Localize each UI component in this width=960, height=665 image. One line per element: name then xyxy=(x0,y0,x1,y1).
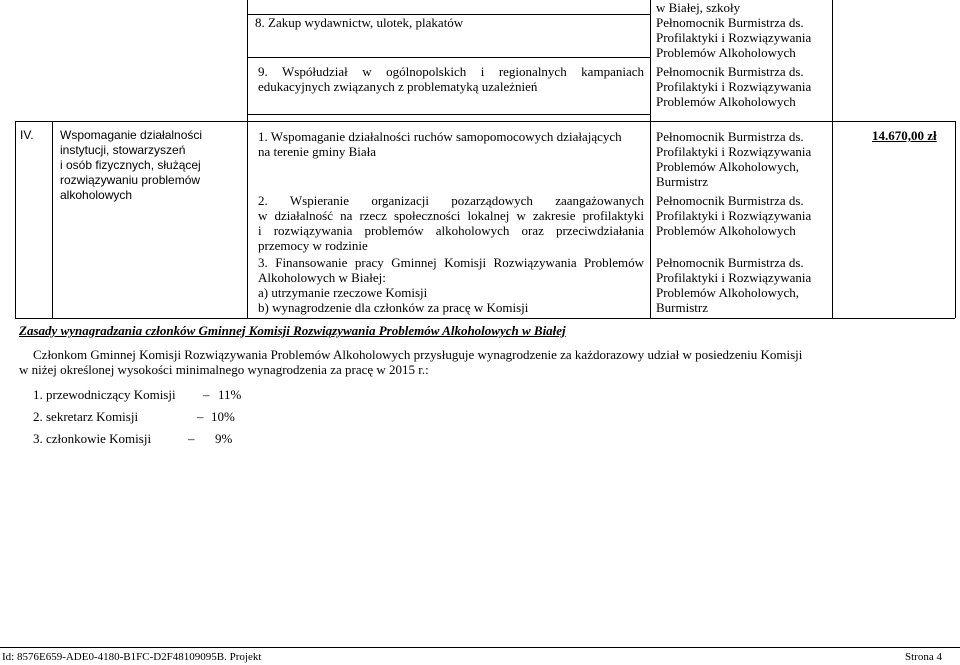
task-text: 1. Wspomaganie działalności ruchów samopomocowych działających xyxy=(258,129,622,144)
responsible-line: Problemów Alkoholowych, xyxy=(656,159,799,174)
section-title-line: i osób fizycznych, służącej xyxy=(60,158,201,172)
rules-heading: Zasady wynagradzania członków Gminnej Komisji Rozwiązywania Problemów Alkoholowych w Białej xyxy=(19,323,566,338)
responsible-line: Burmistrz xyxy=(656,300,708,315)
task-2 xyxy=(258,193,644,253)
responsible-line: Pełnomocnik Burmistrza ds. xyxy=(656,255,804,270)
responsible-line: Problemów Alkoholowych xyxy=(656,223,796,238)
rules-item-dash: – xyxy=(203,387,210,402)
section-number: IV. xyxy=(20,128,34,142)
responsible-task-1 xyxy=(656,129,811,189)
responsible-line: Pełnomocnik Burmistrza ds. xyxy=(656,15,804,30)
task-text: na terenie gminy Biała xyxy=(258,144,377,159)
table-border-right xyxy=(955,121,956,318)
task-text: Alkoholowych w Białej: xyxy=(258,270,386,285)
task-text: edukacyjnych związanych z problematyką uzależnień xyxy=(258,79,538,94)
table-border-bottom xyxy=(15,318,955,319)
responsible-line: Burmistrz xyxy=(656,174,708,189)
responsible-line: Pełnomocnik Burmistrza ds. xyxy=(656,129,804,144)
table-divider-col4 xyxy=(832,0,833,318)
responsible-line: Problemów Alkoholowych xyxy=(656,94,796,109)
rules-paragraph-line: Członkom Gminnej Komisji Rozwiązywania Problemów Alkoholowych przysługuje wynagrodzenie za każdorazowy udział w posiedzeniu Komisji xyxy=(33,347,803,362)
responsible-line: Problemów Alkoholowych, xyxy=(656,285,799,300)
task-row-9 xyxy=(258,64,644,94)
table-divider-col3 xyxy=(650,0,651,318)
footer-id: Id: 8576E659-ADE0-4180-B1FC-D2F48109095B. Projekt xyxy=(2,651,262,663)
responsible-line: Problemów Alkoholowych xyxy=(656,45,796,60)
rules-item xyxy=(33,409,253,424)
section-divider xyxy=(15,121,955,122)
task-text: przemocy w rodzinie xyxy=(258,238,368,253)
task-text: 3. Finansowanie pracy Gminnej Komisji Rozwiązywania Problemów xyxy=(258,255,644,270)
rules-item-value: 9% xyxy=(215,431,233,446)
table-divider-col1 xyxy=(52,121,53,318)
section-title-line: Wspomaganie działalności xyxy=(60,128,203,142)
rules-item-value: 10% xyxy=(211,409,235,424)
responsible-continuation xyxy=(656,0,740,15)
responsible-line: w Białej, szkoły xyxy=(656,0,741,15)
rules-item-label: 1. przewodniczący Komisji xyxy=(33,387,176,402)
table-divider-col2 xyxy=(247,0,248,318)
responsible-line: Pełnomocnik Burmistrza ds. xyxy=(656,64,804,79)
row-divider xyxy=(247,57,650,58)
section-title-line: rozwiązywaniu problemów xyxy=(60,173,201,187)
footer-rule xyxy=(0,647,960,648)
task-text: 8. Zakup wydawnictw, ulotek, plakatów xyxy=(255,15,464,30)
section-title-line: instytucji, stowarzyszeń xyxy=(60,143,186,157)
responsible-task-3 xyxy=(656,255,811,315)
responsible-line: Pełnomocnik Burmistrza ds. xyxy=(656,193,804,208)
rules-item-label: 3. członkowie Komisji xyxy=(33,431,152,446)
task-1 xyxy=(258,129,622,159)
rules-item xyxy=(33,387,253,402)
responsible-line: Profilaktyki i Rozwiązywania xyxy=(656,144,812,159)
responsible-row-9 xyxy=(656,64,811,109)
task-text: a) utrzymanie rzeczowe Komisji xyxy=(258,285,428,300)
task-text: 2. Wspieranie organizacji pozarządowych zaangażowanych xyxy=(258,193,644,208)
section-title-line: alkoholowych xyxy=(60,188,133,202)
rules-item-dash: – xyxy=(188,431,195,446)
responsible-line: Profilaktyki i Rozwiązywania xyxy=(656,30,812,45)
task-text: i rozwiązywania problemów alkoholowych oraz przeciwdziałania xyxy=(258,223,644,238)
responsible-row-8 xyxy=(656,15,811,60)
section-amount: 14.670,00 zł xyxy=(872,128,937,143)
table-border-left xyxy=(15,121,16,318)
responsible-line: Profilaktyki i Rozwiązywania xyxy=(656,208,812,223)
row-divider xyxy=(247,114,650,115)
rules-paragraph xyxy=(33,347,802,362)
responsible-line: Profilaktyki i Rozwiązywania xyxy=(656,79,812,94)
rules-paragraph-line: w niżej określonej wysokości minimalnego wynagrodzenia za pracę w 2015 r.: xyxy=(19,362,429,377)
task-row-8 xyxy=(255,15,645,30)
footer-page-number: Strona 4 xyxy=(905,651,942,663)
responsible-line: Profilaktyki i Rozwiązywania xyxy=(656,270,812,285)
rules-item-dash: – xyxy=(197,409,204,424)
rules-paragraph xyxy=(19,362,429,377)
section-title xyxy=(60,128,202,203)
rules-item xyxy=(33,431,253,446)
rules-item-label: 2. sekretarz Komisji xyxy=(33,409,139,424)
task-text: b) wynagrodzenie dla członków za pracę w Komisji xyxy=(258,300,529,315)
responsible-task-2 xyxy=(656,193,811,238)
task-3 xyxy=(258,255,644,315)
task-text: 9. Współudział w ogólnopolskich i regionalnych kampaniach xyxy=(258,64,644,79)
rules-item-value: 11% xyxy=(218,387,242,402)
task-text: w działalność na rzecz społeczności lokalnej w zakresie profilaktyki xyxy=(258,208,644,223)
